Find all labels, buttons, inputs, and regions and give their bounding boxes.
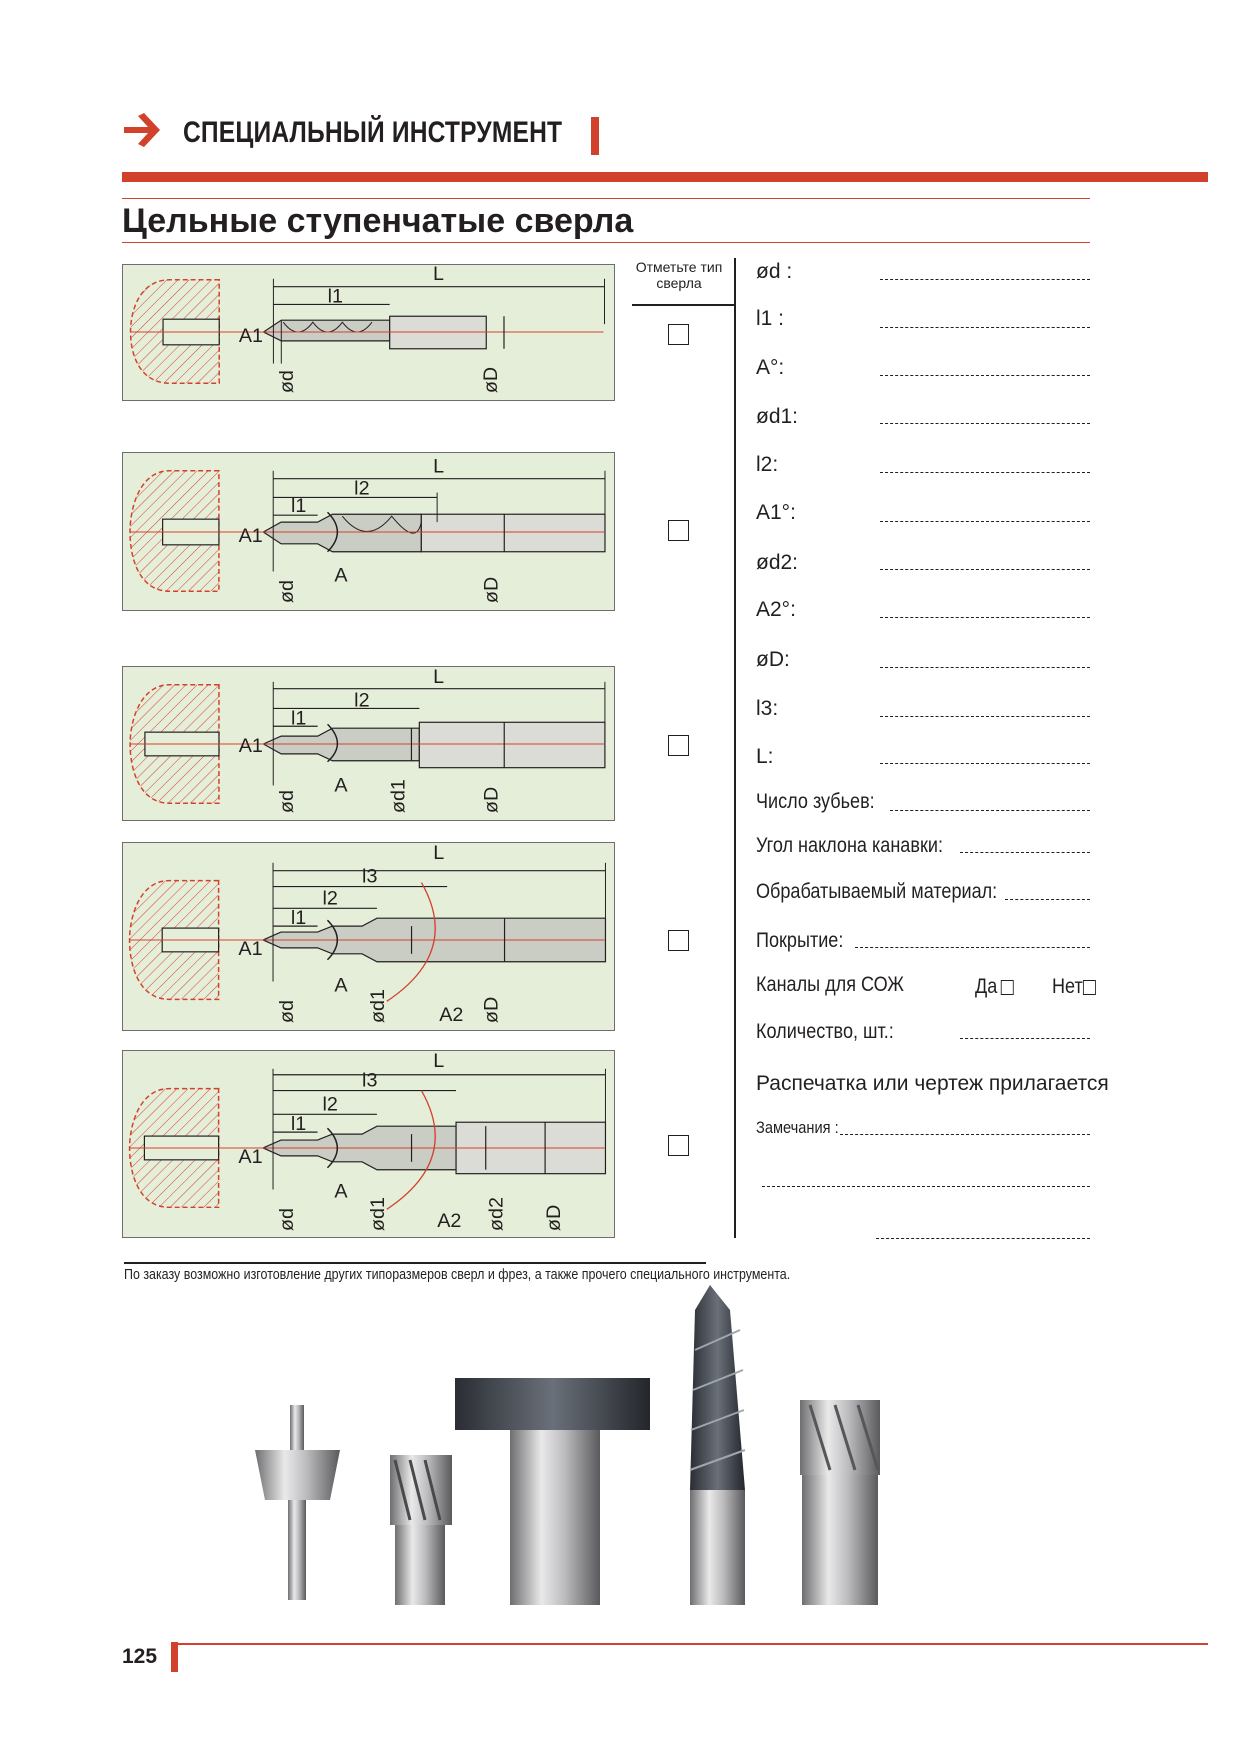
dim-label: A [334,1180,348,1203]
dim-label: l1 [327,285,343,308]
dim-label: L [433,1051,445,1072]
dim-label: l1 [290,1113,307,1136]
tool-endmill-shank [802,1475,878,1605]
dim-label: l3 [362,1069,378,1092]
arrow-right-icon [122,112,162,148]
dim-label: ød [275,999,298,1024]
field-input-big-d[interactable] [880,667,1090,668]
dim-label: ød1 [387,779,410,814]
coolant-yes-label: Да [975,975,998,998]
dim-label: l2 [322,887,338,910]
dim-label: A [334,564,348,587]
coolant-no[interactable] [1052,975,1096,999]
field-label-d2: ød2: [756,551,799,574]
section-title: СПЕЦИАЛЬНЫЙ ИНСТРУМЕНТ [183,116,563,149]
tool-tap-shank [690,1490,745,1605]
field-label-d1: ød1: [756,405,799,428]
field-label-l2: l2: [756,453,779,476]
tool-form-cutter-shank [510,1430,600,1605]
dim-label: øD [480,366,503,394]
dim-label: A1 [238,734,263,757]
dim-label: øD [480,576,503,604]
column-header-rule [632,304,735,306]
coolant-no-checkbox[interactable] [1083,980,1096,995]
field-input-l2[interactable] [880,472,1090,473]
field-input-material[interactable] [1005,899,1090,900]
dim-label: ød1 [366,1197,389,1232]
field-input-a2[interactable] [880,617,1090,618]
footer-rule [178,1643,1208,1645]
drill-type-4-diagram [122,842,615,1031]
field-label-l3: l3: [756,697,779,720]
dim-label: A1 [238,524,263,547]
dim-label: ød [275,790,298,814]
field-input-d1[interactable] [880,423,1090,424]
field-label-a: A°: [756,356,785,379]
dim-label: A [334,774,348,797]
field-label-a2: A2°: [756,598,796,621]
page-title: Цельные ступенчатые сверла [122,202,634,240]
divider [122,242,1090,243]
field-input-length[interactable] [880,763,1090,764]
dim-label: A1 [238,937,263,960]
field-label-a1: A1°: [756,501,796,524]
coolant-yes-checkbox[interactable] [1001,980,1014,995]
dim-label: L [433,843,445,864]
special-tools-photo [190,1260,1000,1608]
drill-type-5-checkbox[interactable] [668,1135,689,1156]
coolant-yes[interactable] [975,975,1014,999]
drill-type-3-checkbox[interactable] [668,735,689,756]
footnote: По заказу возможно изготовление других типоразмеров сверл и фрез, а также прочего специального инструмента. [124,1266,791,1283]
dim-label: L [433,455,445,478]
field-label-remarks: Замечания : [756,1118,839,1137]
field-input-a[interactable] [880,375,1090,376]
dim-label: ød [276,370,299,394]
coolant-no-label: Нет [1052,975,1083,998]
dim-label: øD [480,786,503,814]
field-label-d: ød : [756,260,793,283]
field-input-a1[interactable] [880,521,1090,522]
drill-type-3-diagram [122,666,615,821]
dim-label: A2 [437,1210,462,1233]
field-input-helix-angle[interactable] [960,852,1090,853]
field-label-coating: Покрытие: [756,929,844,952]
field-input-teeth[interactable] [890,810,1090,811]
page-number-tick [171,1642,178,1672]
printout-note: Распечатка или чертеж прилагается [756,1072,1109,1095]
drill-type-2-checkbox[interactable] [668,520,689,541]
field-label-quantity: Количество, шт.: [756,1020,894,1043]
dim-label: A [334,974,348,997]
drill-type-4-checkbox[interactable] [668,930,689,951]
field-label-big-d: øD: [756,648,790,671]
dim-label: l2 [354,689,370,712]
dim-label: l2 [354,477,370,500]
tool-countersink-shank [288,1500,306,1600]
field-label-material: Обрабатываемый материал: [756,880,998,903]
dim-label: l2 [322,1093,338,1116]
page-number: 125 [122,1645,158,1668]
field-input-quantity[interactable] [960,1038,1090,1039]
header-accent-tick [591,117,599,155]
dim-label: L [433,667,445,688]
dim-label: ød2 [485,1197,508,1232]
form-divider [734,258,736,1238]
dim-label: ød [275,580,298,604]
dim-label: l1 [290,907,307,930]
field-label-l1: l1 : [756,307,785,330]
field-input-l1[interactable] [880,327,1090,328]
dim-label: øD [542,1204,565,1232]
dim-label: l1 [290,495,307,518]
dim-label: ød [275,1207,298,1232]
dim-label: l1 [291,707,307,730]
field-input-remarks-line-3[interactable] [876,1238,1090,1239]
tool-reamer-head [390,1455,452,1525]
dim-label: A1 [238,324,264,347]
dim-label: ød1 [366,989,389,1024]
field-label-length: L: [756,745,774,768]
dim-label: A2 [439,1004,464,1027]
field-label-helix-angle: Угол наклона канавки: [756,834,943,857]
drill-type-1-diagram [122,264,615,401]
header-accent-bar [122,172,1208,182]
field-input-l3[interactable] [880,716,1090,717]
drill-type-1-checkbox[interactable] [668,324,689,345]
field-input-coating[interactable] [855,947,1090,948]
field-input-remarks-line-2[interactable] [762,1186,1090,1187]
field-label-teeth: Число зубьев: [756,790,875,813]
tool-reamer-shank [395,1525,445,1605]
divider [122,198,1090,199]
tool-pilot [290,1405,304,1450]
drill-type-2-diagram [122,452,615,611]
dim-label: øD [480,996,503,1024]
column-header: Отметьте тип сверла [635,259,723,291]
field-input-d2[interactable] [880,569,1090,570]
dim-label: l3 [362,865,378,888]
dim-label: L [433,265,444,285]
drill-type-5-diagram [122,1050,615,1238]
dim-label: A1 [238,1145,263,1168]
field-input-d[interactable] [880,279,1090,280]
coolant-label: Каналы для СОЖ [756,973,904,996]
tool-form-cutter-head [455,1378,650,1430]
field-input-remarks[interactable] [840,1134,1090,1135]
tool-countersink-head [255,1450,340,1500]
